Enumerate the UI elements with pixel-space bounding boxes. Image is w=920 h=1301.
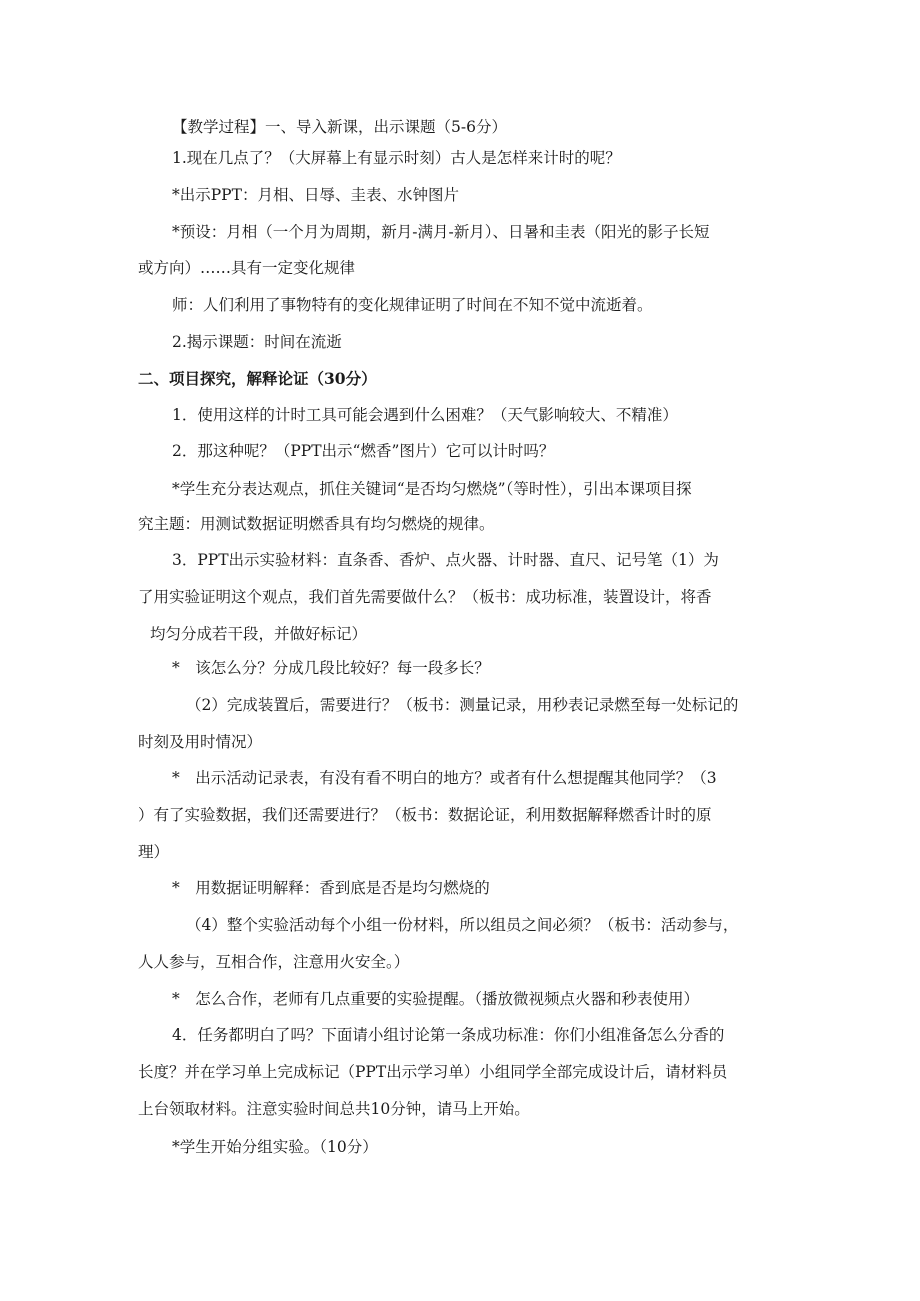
bullet-item: * 该怎么分？分成几段比较好？每一段多长？ <box>172 659 490 677</box>
bullet-item: * 出示活动记录表，有没有看不明白的地方？或者有什么想提醒其他同学？（3 <box>172 769 717 787</box>
bullet-item: * 怎么合作，老师有几点重要的实验提醒。（播放微视频点火器和秒表使用） <box>172 990 700 1008</box>
section-heading-intro: 【教学过程】一、导入新课，出示课题（5-6分） <box>172 118 507 136</box>
paragraph: *学生充分表达观点，抓住关键词“是否均匀燃烧”（等时性），引出本课项目探 <box>172 480 692 498</box>
paragraph: 上台领取材料。注意实验时间总共10分钟，请马上开始。 <box>138 1100 530 1118</box>
paragraph: *预设：月相（一个月为周期，新月-满月-新月）、日暑和圭表（阳光的影子长短 <box>172 223 710 241</box>
paragraph: （2）完成装置后，需要进行？（板书：测量记录，用秒表记录燃至每一处标记的 <box>186 696 739 714</box>
paragraph: *出示PPT：月相、日辱、圭表、水钟图片 <box>172 186 459 204</box>
paragraph: 人人参与，互相合作，注意用火安全。） <box>138 953 410 971</box>
paragraph: （4）整个实验活动每个小组一份材料，所以组员之间必须？（板书：活动参与， <box>186 916 739 934</box>
paragraph: 4．任务都明白了吗？下面请小组讨论第一条成功标准：你们小组准备怎么分香的 <box>172 1026 725 1044</box>
paragraph: 时刻及用时情况） <box>138 733 263 751</box>
paragraph: 2.揭示课题：时间在流逝 <box>172 333 342 351</box>
paragraph: 了用实验证明这个观点，我们首先需要做什么？（板书：成功标准，装置设计，将香 <box>138 588 712 606</box>
paragraph: ）有了实验数据，我们还需要进行？（板书：数据论证，利用数据解释燃香计时的原 <box>138 806 712 824</box>
paragraph: 师：人们利用了事物特有的变化规律证明了时间在不知不觉中流逝着。 <box>172 296 653 314</box>
paragraph: *学生开始分组实验。（10分） <box>172 1138 378 1156</box>
section-heading-project: 二、项目探究，解释论证（30分） <box>138 369 377 388</box>
paragraph: 2．那这种呢？（PPT出示“燃香”图片）它可以计时吗？ <box>172 442 555 460</box>
paragraph: 究主题：用测试数据证明燃香具有均匀燃烧的规律。 <box>138 515 495 533</box>
paragraph: 理） <box>138 843 170 861</box>
paragraph: 1.现在几点了？（大屏幕上有显示时刻）古人是怎样来计时的呢？ <box>172 149 621 167</box>
bullet-item: * 用数据证明解释：香到底是否是均匀燃烧的 <box>172 879 490 897</box>
paragraph: 长度？并在学习单上完成标记（PPT出示学习单）小组同学全部完成设计后，请材料员 <box>138 1063 728 1081</box>
paragraph: 或方向）……具有一定变化规律 <box>138 259 356 277</box>
paragraph: 3．PPT出示实验材料：直条香、香炉、点火器、计时器、直尺、记号笔（1）为 <box>172 551 719 569</box>
paragraph: 1．使用这样的计时工具可能会遇到什么困难？（天气影响较大、不精准） <box>172 406 678 424</box>
paragraph: 均匀分成若干段，并做好标记） <box>150 625 368 643</box>
